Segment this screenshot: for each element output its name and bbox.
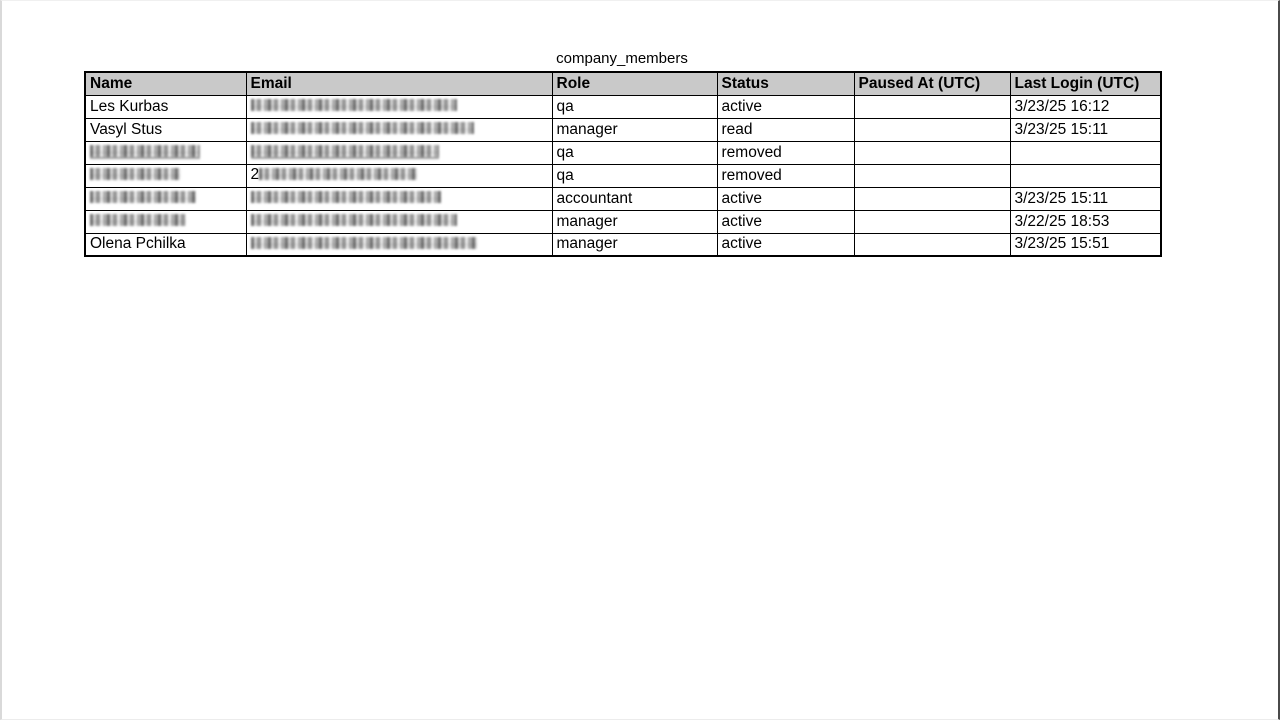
cell-role[interactable]: accountant xyxy=(552,187,717,210)
redacted-text xyxy=(90,168,180,180)
cell-role[interactable]: qa xyxy=(552,164,717,187)
cell-name[interactable]: Les Kurbas xyxy=(85,95,246,118)
cell-email[interactable] xyxy=(246,141,552,164)
cell-last-login[interactable]: 3/23/25 15:51 xyxy=(1010,233,1161,256)
redacted-text xyxy=(251,237,477,249)
header-row xyxy=(85,72,1161,95)
cell-name[interactable] xyxy=(85,210,246,233)
cell-status[interactable]: active xyxy=(717,187,854,210)
cell-name[interactable] xyxy=(85,187,246,210)
company-members-table xyxy=(84,71,1162,257)
cell-paused-at[interactable] xyxy=(854,233,1010,256)
redacted-text xyxy=(251,122,474,134)
email-prefix-text: 2 xyxy=(250,166,260,184)
cell-paused-at[interactable] xyxy=(854,118,1010,141)
table-row xyxy=(85,210,1161,233)
column-header-name[interactable]: Name xyxy=(85,72,246,95)
cell-role[interactable]: manager xyxy=(552,118,717,141)
table-row xyxy=(85,141,1161,164)
table-title: company_members xyxy=(556,50,688,67)
cell-last-login[interactable]: 3/23/25 15:11 xyxy=(1010,118,1161,141)
cell-name[interactable]: Olena Pchilka xyxy=(85,233,246,256)
cell-status[interactable]: active xyxy=(717,233,854,256)
column-header-status[interactable]: Status xyxy=(717,72,854,95)
table-row xyxy=(85,187,1161,210)
cell-paused-at[interactable] xyxy=(854,210,1010,233)
column-header-role[interactable]: Role xyxy=(552,72,717,95)
table-row xyxy=(85,233,1161,256)
cell-status[interactable]: removed xyxy=(717,141,854,164)
table-row xyxy=(85,164,1161,187)
cell-email[interactable] xyxy=(246,233,552,256)
redacted-text xyxy=(259,168,417,180)
cell-email[interactable] xyxy=(246,210,552,233)
cell-last-login[interactable]: 3/23/25 15:11 xyxy=(1010,187,1161,210)
cell-email[interactable] xyxy=(246,118,552,141)
cell-last-login[interactable] xyxy=(1010,141,1161,164)
redacted-text xyxy=(90,145,200,157)
cell-paused-at[interactable] xyxy=(854,187,1010,210)
cell-last-login[interactable]: 3/23/25 16:12 xyxy=(1010,95,1161,118)
cell-paused-at[interactable] xyxy=(854,164,1010,187)
cell-status[interactable]: active xyxy=(717,95,854,118)
table-row xyxy=(85,95,1161,118)
cell-status[interactable]: active xyxy=(717,210,854,233)
column-header-paused-at-utc[interactable]: Paused At (UTC) xyxy=(854,72,1010,95)
cell-last-login[interactable] xyxy=(1010,164,1161,187)
redacted-text xyxy=(251,145,439,157)
cell-role[interactable]: qa xyxy=(552,95,717,118)
cell-status[interactable]: read xyxy=(717,118,854,141)
redacted-text xyxy=(251,214,457,226)
cell-email[interactable] xyxy=(246,164,552,187)
cell-paused-at[interactable] xyxy=(854,141,1010,164)
cell-name[interactable] xyxy=(85,164,246,187)
cell-name[interactable]: Vasyl Stus xyxy=(85,118,246,141)
cell-email[interactable] xyxy=(246,187,552,210)
column-header-email[interactable]: Email xyxy=(246,72,552,95)
redacted-text xyxy=(90,214,186,226)
redacted-text xyxy=(90,191,196,203)
cell-role[interactable]: qa xyxy=(552,141,717,164)
cell-email[interactable] xyxy=(246,95,552,118)
cell-role[interactable]: manager xyxy=(552,210,717,233)
cell-last-login[interactable]: 3/22/25 18:53 xyxy=(1010,210,1161,233)
cell-name[interactable] xyxy=(85,141,246,164)
cell-paused-at[interactable] xyxy=(854,95,1010,118)
redacted-text xyxy=(251,191,441,203)
redacted-text xyxy=(251,99,457,111)
cell-status[interactable]: removed xyxy=(717,164,854,187)
column-header-last-login-utc[interactable]: Last Login (UTC) xyxy=(1010,72,1161,95)
table-row xyxy=(85,118,1161,141)
cell-role[interactable]: manager xyxy=(552,233,717,256)
